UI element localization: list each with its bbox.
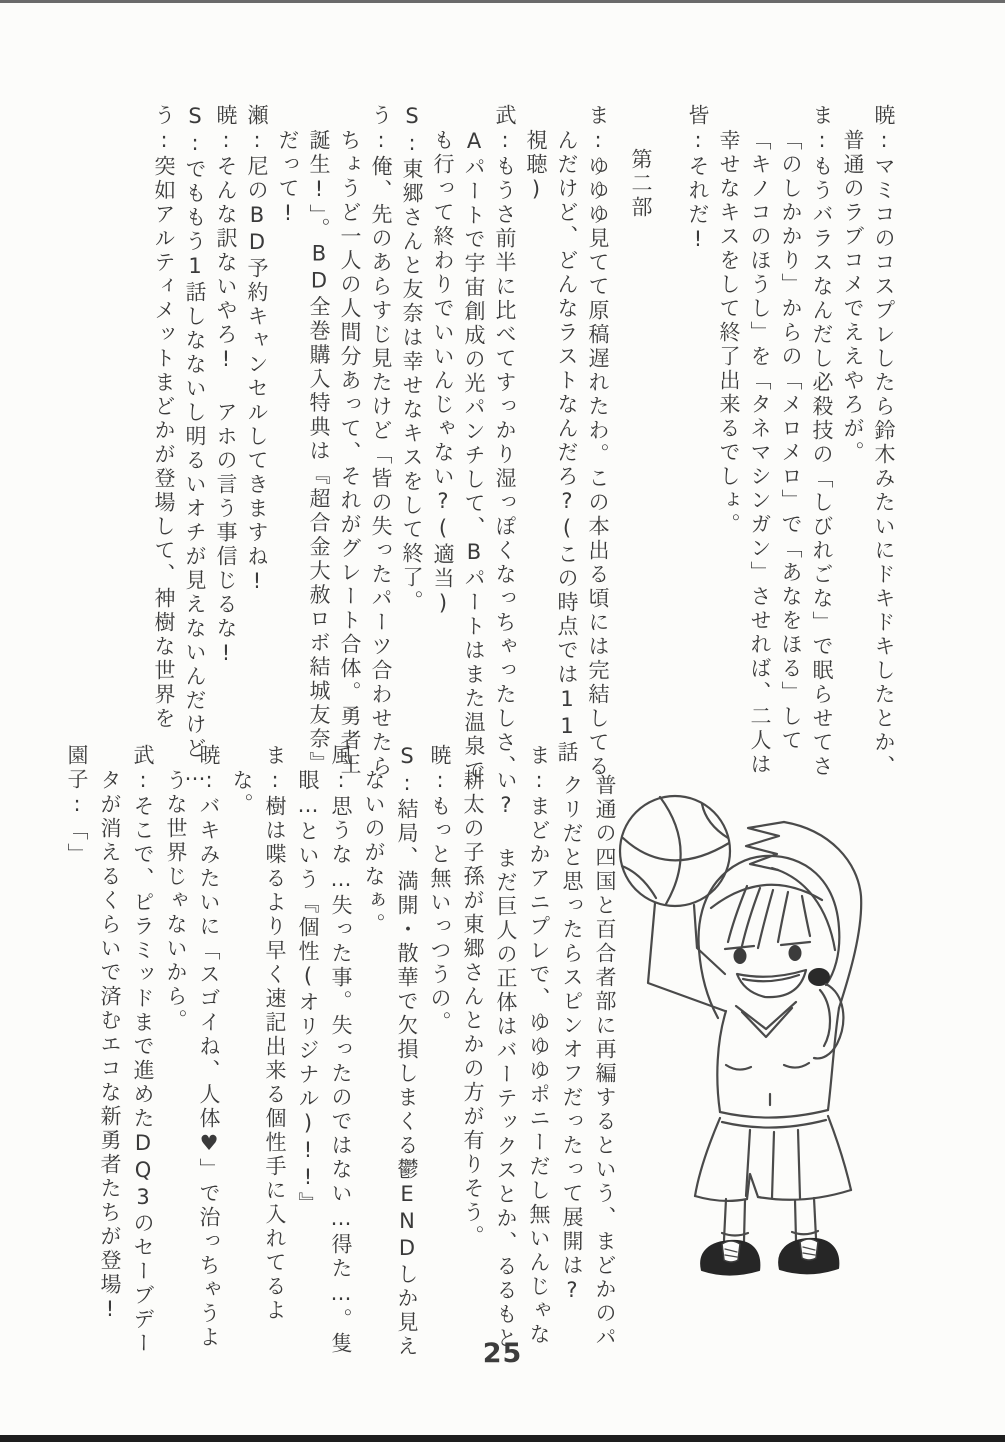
speech-paragraph: ま:ゆゆゆ見てて原稿遅れたわ。この本出る頃には完結してるんだけど、どんなラストなんだろ?(この時点では11話視聴) xyxy=(524,104,610,779)
speech-paragraph: 暁:そんな訳ないやろ! アホの言う事信じるな! xyxy=(214,104,238,668)
speech-paragraph: S:結局、満開・散華で欠損しまくる鬱ENDしか見えないのがなぁ。 xyxy=(362,744,419,1359)
speech-paragraph: 瀬:尼のBD予約キャンセルしてきますね! xyxy=(245,104,269,596)
dialogue-block-part1 xyxy=(148,104,899,788)
continuation-paragraph: 普通の四国と百合者部に再編するという、まどかのパクリだと思ったらスピンオフだったって展開は? xyxy=(560,774,617,1350)
speech-paragraph: う:俺、先のあらすじ見たけど「皆の失ったパーツ合わせたらちょうど一人の人間分あって、それがグレート合体。勇者王誕生!」。BD全巻購入特典は『超合金大赦ロボ結城友奈』だって! xyxy=(276,104,393,779)
dialogue-block-part2 xyxy=(60,744,621,1364)
speech-paragraph: ま:もうバラスなんだし必殺技の「しびれごな」で眠らせてさ「のしかかり」からの「メロメロ」で「あなをほる」して「キノコのほうし」を「タネマシンガン」させれば、二人は幸せなキスをして終了出来るでしょ。 xyxy=(717,104,834,779)
page-number: 25 xyxy=(482,1338,523,1369)
speech-paragraph: ま:樹は喋るより早く速記出来る個性手に入れてるよな。 xyxy=(230,744,287,1323)
speech-paragraph: 園子:「」 xyxy=(65,744,89,867)
section-heading: 第二部 xyxy=(629,148,653,220)
scan-top-edge xyxy=(0,0,1005,3)
scan-bottom-edge xyxy=(0,1435,1005,1442)
basketball-girl-drawing xyxy=(598,778,908,1290)
speech-paragraph: 暁:もっと無いっつうの。 xyxy=(428,744,452,1035)
speech-paragraph: 暁:バキみたいに「スゴイね、人体♥」で治っちゃうような世界じゃないから。 xyxy=(164,744,221,1350)
speech-paragraph: S:でももう1話しなないし明るいオチが見えないんだけど… xyxy=(183,104,207,788)
speech-paragraph: 武:もうさ前半に比べてすっかり湿っぽくなっちゃったしさ、Aパートで宇宙創成の光パンチして、Bパートはまた温泉でも行って終わりでいいんじゃない?(適当) xyxy=(431,104,517,783)
speech-paragraph: ま:まどかアニプレで、ゆゆゆポニーだし無いんじゃない? まだ巨人の正体はバーテックスとか、るるもと耕太の子孫が東郷さんとかの方が有りそう。 xyxy=(461,744,551,1351)
speech-paragraph: S:東郷さんと友奈は幸せなキスをして終了。 xyxy=(400,104,424,614)
speech-paragraph: 暁:マミコのコスプレしたら鈴木みたいにドキドキしたとか、普通のラブコメでええやろが。 xyxy=(841,104,896,779)
speech-paragraph: 皆:それだ! xyxy=(686,104,710,254)
basketball-icon xyxy=(620,796,730,906)
basketball-girl-illustration xyxy=(598,778,908,1290)
speech-paragraph: 武:そこで、ピラミッドまで進めたDQ3のセーブデータが消えるくらいで済むエコな新勇者たちが登場! xyxy=(98,744,155,1356)
speech-paragraph: う:突如アルティメットまどかが登場して、神樹な世界を xyxy=(152,104,176,731)
speech-paragraph: 風:思うな…失った事。失ったのではない…得た…。隻眼…という『個性(オリジナル)!!』 xyxy=(296,744,353,1356)
